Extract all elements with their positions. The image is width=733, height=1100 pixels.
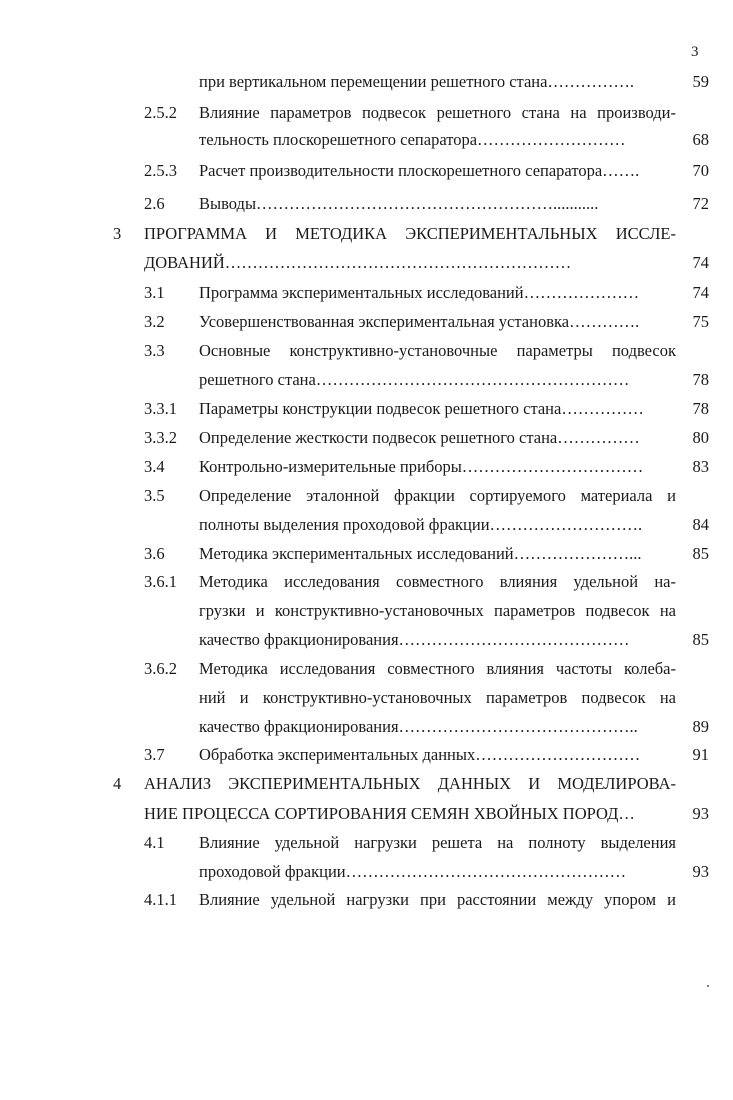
toc-line bbox=[0, 599, 733, 623]
toc-entry-text: НИЕ ПРОЦЕССА СОРТИРОВАНИЯ СЕМЯН ХВОЙНЫХ ПОРОД… bbox=[144, 804, 635, 823]
toc-line bbox=[0, 628, 733, 652]
toc-entry-number: 3.4 bbox=[144, 457, 165, 476]
toc-entry-number: 3 bbox=[113, 224, 122, 243]
toc-line bbox=[0, 222, 733, 246]
toc-line bbox=[0, 570, 733, 594]
toc-entry-number: 3.3.2 bbox=[144, 428, 177, 447]
toc-entry-number: 2.5.3 bbox=[144, 161, 177, 180]
toc-line bbox=[0, 542, 733, 566]
toc-entry-text: АНАЛИЗ ЭКСПЕРИМЕНТАЛЬНЫХ ДАННЫХ И МОДЕЛИРОВА- bbox=[144, 774, 676, 793]
toc-line bbox=[0, 802, 733, 826]
toc-entry-number: 3.6 bbox=[144, 544, 165, 563]
toc-entry-number: 4.1.1 bbox=[144, 890, 177, 909]
toc-line bbox=[0, 657, 733, 681]
toc-entry-page: 85 bbox=[692, 630, 709, 649]
toc-line bbox=[0, 281, 733, 305]
toc-line bbox=[0, 128, 733, 152]
toc-entry-text: Расчет производительности плоскорешетного сепаратора……. bbox=[199, 161, 640, 180]
toc-entry-text: Определение эталонной фракции сортируемого материала и bbox=[199, 486, 676, 505]
toc-line bbox=[0, 339, 733, 363]
toc-line bbox=[0, 159, 733, 183]
toc-entry-text: ДОВАНИЙ……………………………………………………… bbox=[144, 253, 572, 272]
toc-entry-page: 78 bbox=[692, 399, 709, 418]
toc-entry-number: 3.2 bbox=[144, 312, 165, 331]
toc-entry-number: 2.6 bbox=[144, 194, 165, 213]
toc-entry-number: 3.6.2 bbox=[144, 659, 177, 678]
toc-line bbox=[0, 484, 733, 508]
toc-line bbox=[0, 455, 733, 479]
toc-entry-text: ПРОГРАММА И МЕТОДИКА ЭКСПЕРИМЕНТАЛЬНЫХ ИССЛЕ- bbox=[144, 224, 676, 243]
toc-line bbox=[0, 715, 733, 739]
toc-line bbox=[0, 310, 733, 334]
toc-entry-text: ний и конструктивно-установочных параметров подвесок на bbox=[199, 688, 676, 707]
toc-entry-text: Методика исследования совместного влияния частоты колеба- bbox=[199, 659, 676, 678]
toc-line bbox=[0, 101, 733, 125]
toc-line bbox=[0, 772, 733, 796]
toc-entry-text: качество фракционирования…………………………………….. bbox=[199, 717, 638, 736]
toc-entry-number: 3.6.1 bbox=[144, 572, 177, 591]
toc-line bbox=[0, 426, 733, 450]
toc-entry-text: тельность плоскорешетного сепаратора……………………… bbox=[199, 130, 626, 149]
toc-entry-text: грузки и конструктивно-установочных параметров подвесок на bbox=[199, 601, 676, 620]
toc-entry-text: Основные конструктивно-установочные параметры подвесок bbox=[199, 341, 676, 360]
toc-entry-page: 80 bbox=[692, 428, 709, 447]
toc-entry-number: 3.1 bbox=[144, 283, 165, 302]
toc-line bbox=[0, 743, 733, 767]
toc-entry-text: Влияние удельной нагрузки решета на полноту выделения bbox=[199, 833, 676, 852]
toc-entry-page: 93 bbox=[692, 804, 709, 823]
toc-entry-page: 84 bbox=[692, 515, 709, 534]
scan-speck bbox=[707, 985, 709, 987]
toc-entry-page: 91 bbox=[692, 745, 709, 764]
toc-entry-number: 3.3 bbox=[144, 341, 165, 360]
toc-entry-page: 70 bbox=[692, 161, 709, 180]
toc-entry-text: Методика экспериментальных исследований…………………... bbox=[199, 544, 642, 563]
toc-entry-text: Обработка экспериментальных данных………………………… bbox=[199, 745, 641, 764]
toc-entry-text: при вертикальном перемещении решетного стана……………. bbox=[199, 72, 635, 91]
toc-entry-page: 72 bbox=[692, 194, 709, 213]
toc-entry-text: проходовой фракции…………………………………………… bbox=[199, 862, 627, 881]
toc-entry-number: 3.7 bbox=[144, 745, 165, 764]
toc-entry-page: 85 bbox=[692, 544, 709, 563]
toc-line bbox=[0, 831, 733, 855]
toc-entry-text: Параметры конструкции подвесок решетного стана…………… bbox=[199, 399, 644, 418]
toc-entry-number: 2.5.2 bbox=[144, 103, 177, 122]
toc-line bbox=[0, 397, 733, 421]
toc-entry-text: Программа экспериментальных исследований………………… bbox=[199, 283, 640, 302]
toc-line bbox=[0, 368, 733, 392]
toc-entry-text: Выводы………………………………………………........... bbox=[199, 194, 599, 213]
toc-entry-page: 68 bbox=[692, 130, 709, 149]
toc-entry-text: Методика исследования совместного влияния удельной на- bbox=[199, 572, 676, 591]
toc-entry-page: 59 bbox=[692, 72, 709, 91]
toc-entry-text: Влияние параметров подвесок решетного стана на производи- bbox=[199, 103, 676, 122]
toc-entry-number: 4 bbox=[113, 774, 122, 793]
toc-entry-number: 3.5 bbox=[144, 486, 165, 505]
toc-entry-page: 83 bbox=[692, 457, 709, 476]
toc-entry-text: Усовершенствованная экспериментальная установка…………. bbox=[199, 312, 640, 331]
toc-entry-text: Влияние удельной нагрузки при расстоянии между упором и bbox=[199, 890, 676, 909]
toc-entry-page: 75 bbox=[692, 312, 709, 331]
toc-entry-text: качество фракционирования…………………………………… bbox=[199, 630, 630, 649]
toc-line bbox=[0, 251, 733, 275]
toc-line bbox=[0, 70, 733, 94]
toc-entry-page: 78 bbox=[692, 370, 709, 389]
toc-entry-page: 74 bbox=[692, 283, 709, 302]
toc-line bbox=[0, 513, 733, 537]
toc-line bbox=[0, 192, 733, 216]
toc-entry-page: 89 bbox=[692, 717, 709, 736]
toc-line bbox=[0, 686, 733, 710]
toc-entry-text: решетного стана………………………………………………… bbox=[199, 370, 630, 389]
toc-entry-text: полноты выделения проходовой фракции………………………. bbox=[199, 515, 643, 534]
toc-entry-page: 74 bbox=[692, 253, 709, 272]
toc-line bbox=[0, 860, 733, 884]
page-number: 3 bbox=[691, 44, 699, 60]
toc-line bbox=[0, 888, 733, 912]
toc-entry-text: Контрольно-измерительные приборы…………………………… bbox=[199, 457, 644, 476]
toc-entry-number: 3.3.1 bbox=[144, 399, 177, 418]
toc-entry-number: 4.1 bbox=[144, 833, 165, 852]
toc-entry-page: 93 bbox=[692, 862, 709, 881]
toc-entry-text: Определение жесткости подвесок решетного стана…………… bbox=[199, 428, 640, 447]
